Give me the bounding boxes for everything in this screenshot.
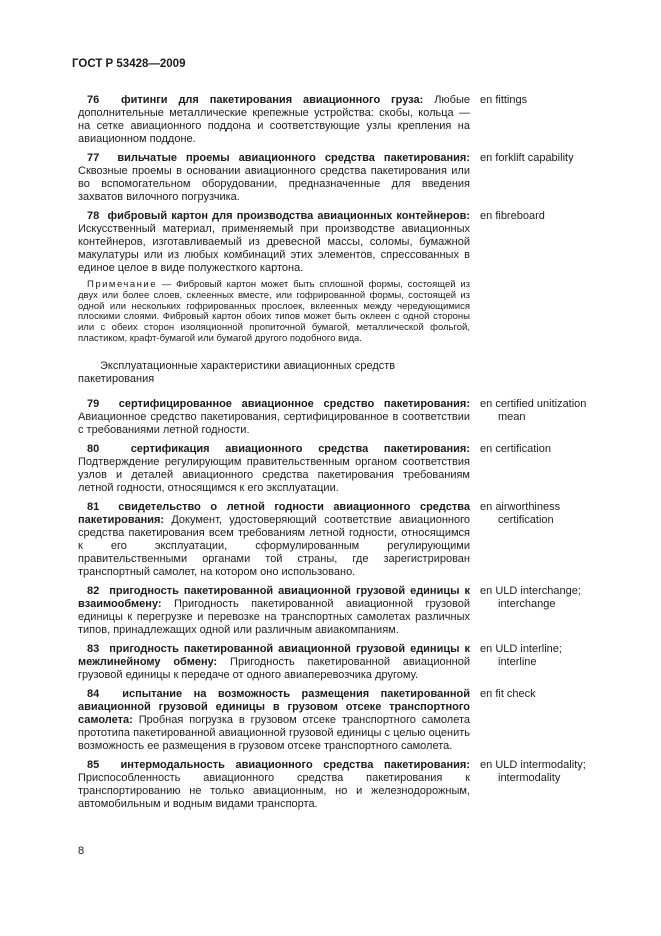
term-definition [78,759,470,811]
lang-label: en [480,584,493,597]
definition-paragraph [78,152,470,204]
term-name: свидетельство о летной годности авиационного средства пакетирования: [78,500,470,526]
term-en-equivalent [480,398,601,424]
term-body: Пригодность пакетированной авиационной грузовой единицы к перегрузке и перевозке на транспортных самолетах различных типов, принадлежащих одной или различным авиакомпаниям. [78,597,470,636]
term-definition [78,643,470,682]
term-name: сертифицированное авиационное средство пакетирования: [118,397,470,410]
lang-label: en [480,397,493,410]
lang-label: en [480,500,493,513]
term-entry-80 [78,443,601,495]
note-label: Примечание [87,279,157,290]
term-body: Приспособленность авиационного средства пакетирования к транспортированию не только авиационным, но и железнодорожным, автомобильным и водным видами транспорта. [78,771,470,810]
term-body: Пробная погрузка в грузовом отсеке транспортного самолета прототипа пакетированной авиационной грузовой единицы с целью оценить возможность ее размещения в грузовом отсеке транспортного самолета. [78,713,470,752]
term-note [78,280,470,345]
en-term: fibreboard [495,210,545,222]
term-lead [87,398,470,410]
term-en-equivalent [480,443,601,456]
term-en-equivalent [480,585,601,611]
term-body: Авиационное средство пакетирования, сертифицированное в соответствии с требованиями летной годности. [78,410,470,436]
term-body: Подтверждение регулирующим правительственным органом соответствия узлов и деталей авиационного средства пакетирования требованиям летной годности, относящимся к его эксплуатации. [78,455,470,494]
definition-paragraph [78,501,470,579]
lang-label: en [480,758,493,771]
term-body: Любые дополнительные металлические крепежные устройства: скобы, кольца — на сетке авиационного поддона и соответствующие узлы крепления на авиационном поддоне. [78,94,470,145]
term-en-equivalent [480,94,601,107]
term-definition [78,443,470,495]
term-entry-85 [78,759,601,811]
term-lead [87,759,470,771]
term-lead [87,443,470,455]
term-entry-76 [78,94,601,146]
lang-label: en [480,210,493,222]
term-lead [87,210,470,222]
term-number: 79 [87,397,100,410]
definition-paragraph [78,688,470,753]
en-term: ULD interchange; interchange [495,584,581,610]
term-en-equivalent [480,152,601,165]
term-body: Искусственный материал, применяемый при производстве авиационных контейнеров, изготавливаемый из древесной массы, соломы, бумажной макулатуры или из любых комбинаций этих элементов, спрессованных в единое целое в виде полужесткого картона. [78,223,470,274]
term-number: 85 [87,758,100,771]
term-body: Сквозные проемы в основании авиационного средства пакетирования или во вспомогательном оборудовании, предназначенные для введения захватов вилочного погрузчика. [78,165,470,203]
document-title: ГОСТ Р 53428—2009 [72,58,186,70]
definition-paragraph [78,398,470,437]
terms-list [78,94,601,811]
term-name: фибровый картон для производства авиационных контейнеров: [107,210,470,222]
page-number: 8 [78,845,85,857]
term-number: 78 [87,210,100,222]
en-term: fittings [495,94,528,106]
term-name: сертификация авиационного средства пакетирования: [130,442,470,455]
term-entry-82 [78,585,601,637]
lang-label: en [480,152,493,164]
term-definition [78,152,470,204]
term-entry-84 [78,688,601,753]
definition-paragraph [78,759,470,811]
lang-label: en [480,442,493,455]
term-entry-77 [78,152,601,204]
term-entry-81 [78,501,601,579]
term-en-equivalent [480,759,601,785]
en-term: ULD interline; interline [495,642,562,668]
term-definition [78,94,470,146]
term-name: интермодальность авиационного средства пакетирования: [120,758,470,771]
term-definition [78,585,470,637]
definition-paragraph [78,210,470,275]
term-body: Документ, удостоверяющий соответствие авиационного средства пакетирования всем требованиям летной годности, относящимся к его эксплуатации, сформулированным регулирующими правительственными органами той страны, где зарегистрирован транспортный самолет, на котором оно использовано. [78,513,470,578]
term-name: испытание на возможность размещения пакетированной авиационной грузовой единицы в грузовом отсеке транспортного самолета: [78,687,470,726]
term-number: 81 [87,500,100,513]
term-definition [78,210,470,345]
en-term: certification [495,442,551,455]
definition-paragraph [78,94,470,146]
lang-label: en [480,94,493,106]
en-term: ULD intermodality; intermodality [495,758,586,784]
term-number: 76 [87,94,100,106]
term-en-equivalent [480,210,601,223]
term-en-equivalent [480,688,601,701]
en-term: airworthiness certification [495,500,561,526]
lang-label: en [480,642,493,655]
term-lead [87,152,470,164]
term-number: 84 [87,687,100,700]
en-term: fit check [495,687,536,700]
definition-paragraph [78,443,470,495]
term-definition [78,688,470,753]
term-definition [78,398,470,437]
term-name: фитинги для пакетирования авиационного груза: [121,94,424,106]
term-definition [78,501,470,579]
term-entry-78 [78,210,601,345]
term-en-equivalent [480,501,601,527]
section-heading: Эксплуатационные характеристики авиационных средств пакетирования [78,359,396,385]
en-term: forklift capability [495,152,574,164]
term-name: пригодность пакетированной авиационной грузовой единицы к межлинейному обмену: [78,642,470,668]
en-term: certified unitization mean [495,397,587,423]
definition-paragraph [78,585,470,637]
definition-paragraph [78,643,470,682]
note-text: — Фибровый картон может быть сплошной формы, состоящей из двух или более слоев, склеенных вместе, или гофрированной формы, состоящей из одной или нескольких гофрированных прослоек, вклеенных между чередующимися плоскими слоями. Фибровый картон обоих типов может быть оклеен с одной стороны или с обеих сторон изоляционной пропиточной бумагой, металлической фольгой, пластиком, крафт-бумагой или бумагой другого подобного вида. [78,279,470,344]
lang-label: en [480,687,493,700]
term-number: 77 [87,152,100,164]
term-lead [87,94,423,106]
term-name: вильчатые проемы авиационного средства пакетирования: [117,152,470,164]
term-name: пригодность пакетированной авиационной грузовой единицы к взаимообмену: [78,584,470,610]
term-en-equivalent [480,643,601,669]
term-entry-83 [78,643,601,682]
term-number: 83 [87,642,100,655]
term-number: 82 [87,584,100,597]
term-body: Пригодность пакетированной авиационной грузовой единицы к передаче от одного авиаперевозчика другому. [78,655,470,681]
term-entry-79 [78,398,601,437]
term-number: 80 [87,442,100,455]
